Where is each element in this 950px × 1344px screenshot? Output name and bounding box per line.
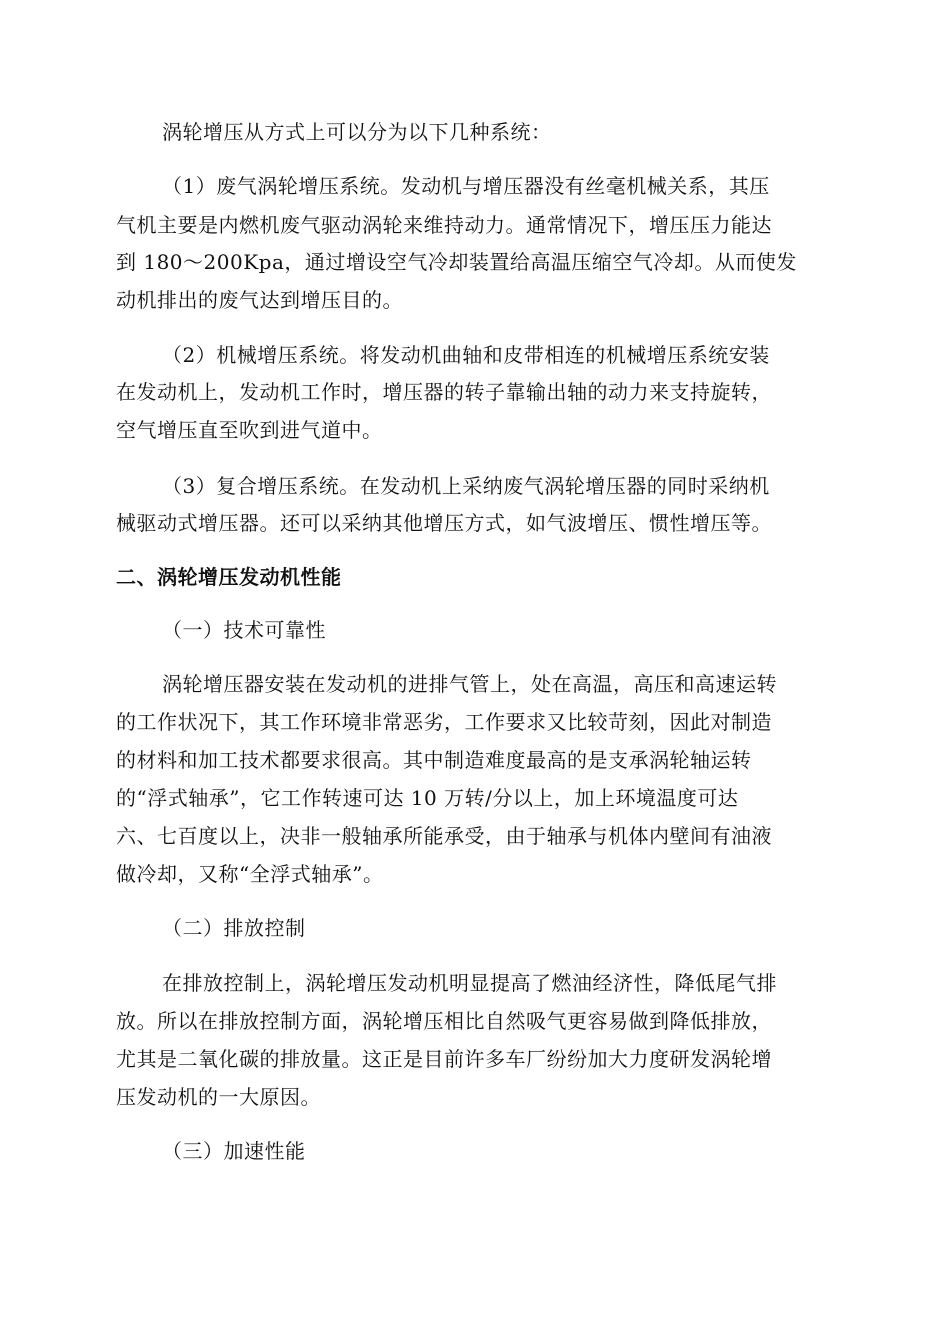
p5-line-2: 放。所以在排放控制方面，涡轮增压相比自然吸气更容易做到降低排放，: [116, 1009, 772, 1033]
p4-line-5: 六、七百度以上，决非一般轴承所能承受，由于轴承与机体内壁间有油液: [116, 824, 772, 848]
p3-line-1: （3）复合增压系统。在发动机上采纳废气涡轮增压器的同时采纳机: [162, 474, 770, 498]
p4-line-6: 做冷却，又称“全浮式轴承”。: [116, 862, 384, 886]
intro-text: 涡轮增压从方式上可以分为以下几种系统：: [162, 120, 552, 144]
subheading-reliability: （一）技术可靠性: [162, 618, 326, 642]
p4-line-4: 的“浮式轴承”，它工作转速可达 10 万转/分以上，加上环境温度可达: [116, 786, 739, 810]
p2-line-1: （2）机械增压系统。将发动机曲轴和皮带相连的机械增压系统安装: [162, 343, 770, 367]
p4-line-2: 的工作状况下，其工作环境非常恶劣，工作要求又比较苛刻，因此对制造: [116, 710, 772, 734]
p5-line-1: 在排放控制上，涡轮增压发动机明显提高了燃油经济性，降低尾气排: [162, 971, 777, 995]
p4-line-3: 的材料和加工技术都要求很高。其中制造难度最高的是支承涡轮轴运转: [116, 748, 752, 772]
p3-line-2: 械驱动式增压器。还可以采纳其他增压方式，如气波增压、惯性增压等。: [116, 511, 772, 535]
p1-line-4: 动机排出的废气达到增压目的。: [116, 288, 403, 312]
subheading-acceleration: （三）加速性能: [162, 1139, 306, 1163]
p2-line-3: 空气增压直至吹到进气道中。: [116, 418, 383, 442]
p1-line-3: 到 180～200Kpa，通过增设空气冷却装置给高温压缩空气冷却。从而使发: [116, 250, 797, 274]
p5-line-4: 压发动机的一大原因。: [116, 1085, 321, 1109]
p1-line-1: （1）废气涡轮增压系统。发动机与增压器没有丝毫机械关系，其压: [162, 174, 770, 198]
subheading-emission-control: （二）排放控制: [162, 916, 306, 940]
p2-line-2: 在发动机上，发动机工作时，增压器的转子靠输出轴的动力来支持旋转，: [116, 380, 772, 404]
section-heading-performance: 二、涡轮增压发动机性能: [116, 565, 342, 589]
p5-line-3: 尤其是二氧化碳的排放量。这正是目前许多车厂纷纷加大力度研发涡轮增: [116, 1047, 772, 1071]
p4-line-1: 涡轮增压器安装在发动机的进排气管上，处在高温，高压和高速运转: [162, 672, 777, 696]
p1-line-2: 气机主要是内燃机废气驱动涡轮来维持动力。通常情况下，增压压力能达: [116, 213, 772, 237]
